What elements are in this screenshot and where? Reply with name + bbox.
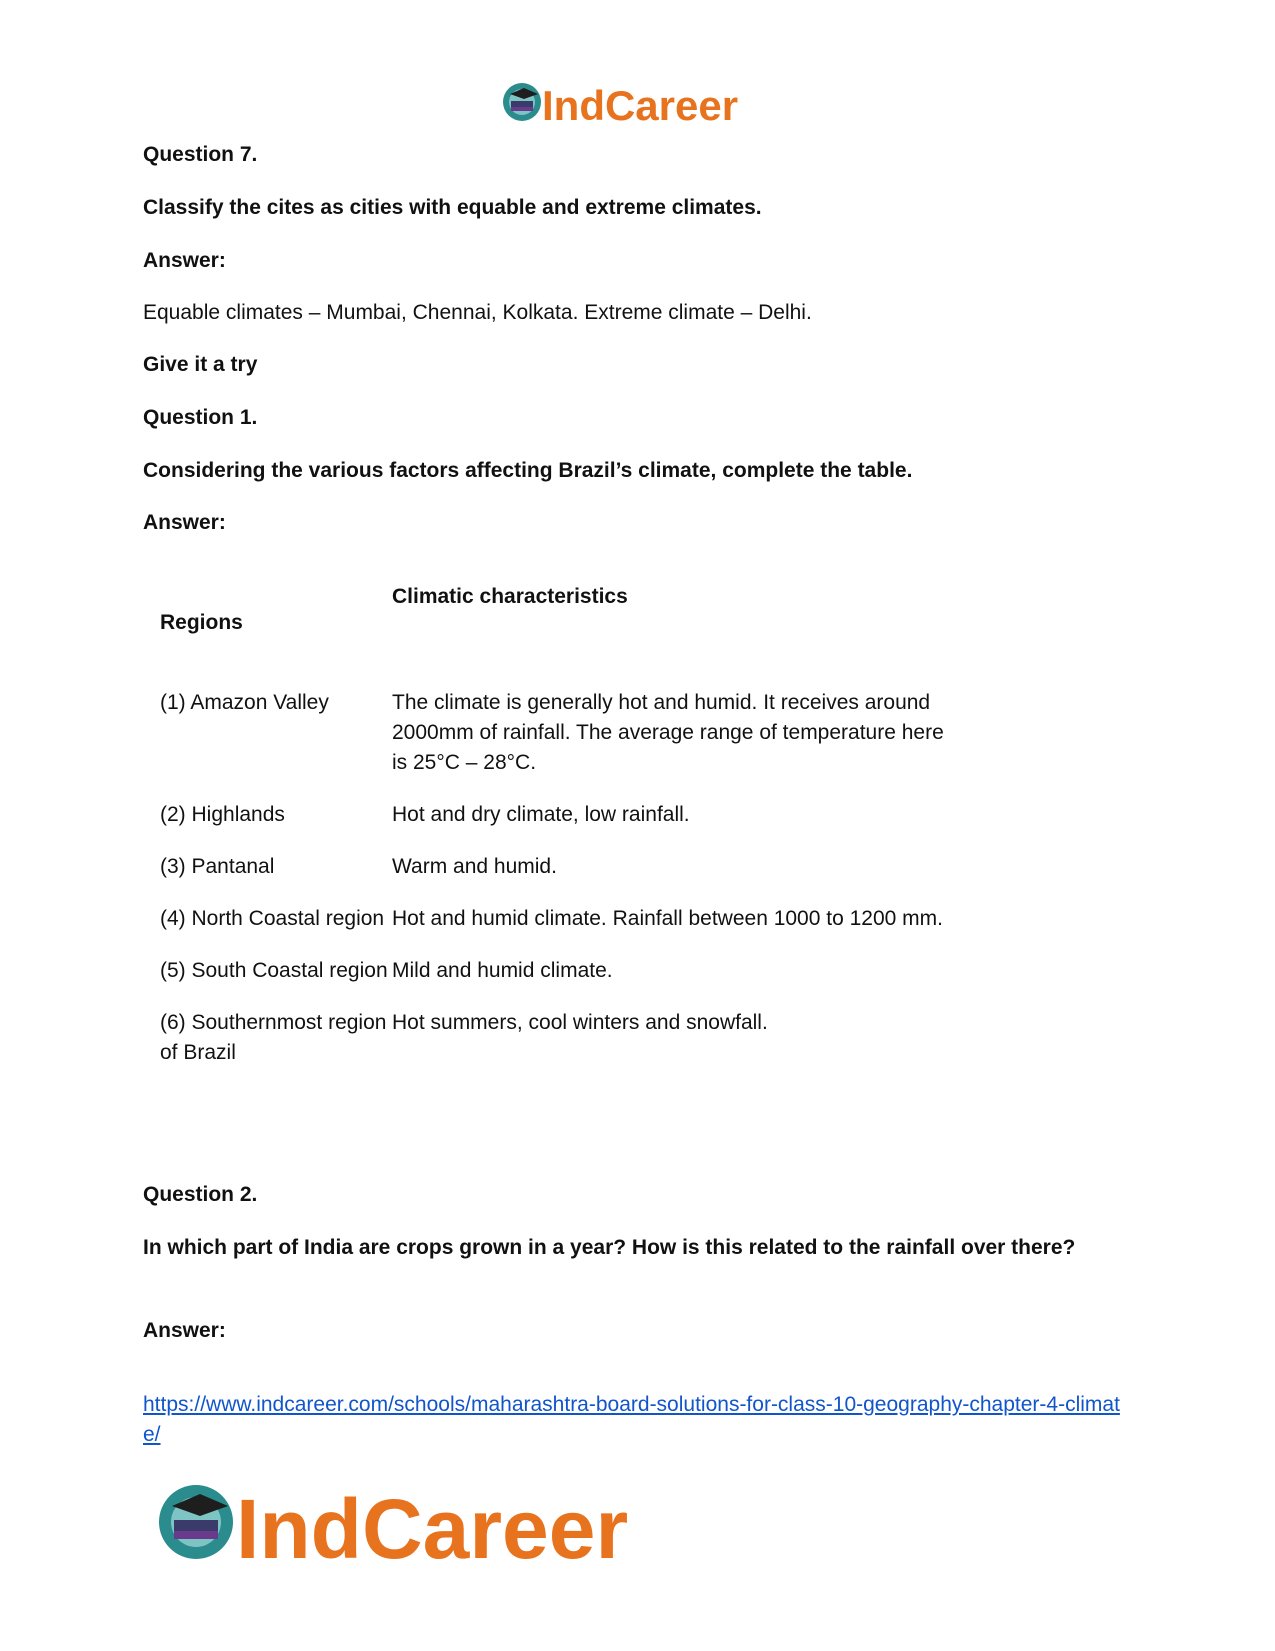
table-cell-region: (2) Highlands xyxy=(160,803,285,826)
table-row xyxy=(150,800,962,852)
table-header-climatic-characteristics: Climatic characteristics xyxy=(392,585,628,608)
indcareer-logo-icon xyxy=(502,76,772,132)
logo-top xyxy=(502,76,772,132)
question-1-title: Question 1. xyxy=(143,406,258,429)
question-2-title: Question 2. xyxy=(143,1183,258,1206)
table-row xyxy=(150,956,962,1008)
table-cell-region: (6) Southernmost region of Brazil xyxy=(160,1011,387,1064)
source-link[interactable]: https://www.indcareer.com/schools/maharashtra-board-solutions-for-class-10-geography-chapter-4-climate/ xyxy=(143,1393,1120,1446)
table-row xyxy=(150,904,962,956)
source-link-container xyxy=(143,1390,1128,1450)
table-row xyxy=(150,688,962,800)
table-header-regions: Regions xyxy=(160,611,243,634)
table-cell-climate: The climate is generally hot and humid. It receives around 2000mm of rainfall. The average range of temperature here is 25°C – 28°C. xyxy=(392,691,944,774)
table-header-row xyxy=(150,582,962,688)
question-2-text: In which part of India are crops grown in a year? How is this related to the rainfall over there? xyxy=(143,1236,1076,1259)
svg-text:IndCareer: IndCareer xyxy=(542,82,739,129)
table-row xyxy=(150,1008,962,1090)
question-2-answer-label: Answer: xyxy=(143,1319,226,1342)
table-cell-region: (1) Amazon Valley xyxy=(160,691,329,714)
question-7-title: Question 7. xyxy=(143,143,258,166)
table-cell-climate: Mild and humid climate. xyxy=(392,959,613,982)
table-cell-region: (5) South Coastal region xyxy=(160,959,388,982)
question-7-text: Classify the cites as cities with equable and extreme climates. xyxy=(143,196,762,219)
table-cell-region: (4) North Coastal region xyxy=(160,907,385,930)
indcareer-logo-large-icon xyxy=(158,1470,698,1580)
give-it-a-try-heading: Give it a try xyxy=(143,353,258,376)
table-cell-climate: Hot and dry climate, low rainfall. xyxy=(392,803,690,826)
question-1-text: Considering the various factors affecting Brazil’s climate, complete the table. xyxy=(143,459,913,482)
logo-bottom xyxy=(158,1470,698,1580)
climate-table xyxy=(150,582,962,1090)
question-7-answer-label: Answer: xyxy=(143,249,226,272)
table-cell-region: (3) Pantanal xyxy=(160,855,275,878)
table-cell-climate: Warm and humid. xyxy=(392,855,557,878)
svg-text:IndCareer: IndCareer xyxy=(236,1482,629,1576)
table-cell-climate: Hot and humid climate. Rainfall between 1000 to 1200 mm. xyxy=(392,907,943,930)
table-row xyxy=(150,852,962,904)
question-7-answer: Equable climates – Mumbai, Chennai, Kolkata. Extreme climate – Delhi. xyxy=(143,301,812,324)
table-cell-climate: Hot summers, cool winters and snowfall. xyxy=(392,1011,768,1034)
question-1-answer-label: Answer: xyxy=(143,511,226,534)
